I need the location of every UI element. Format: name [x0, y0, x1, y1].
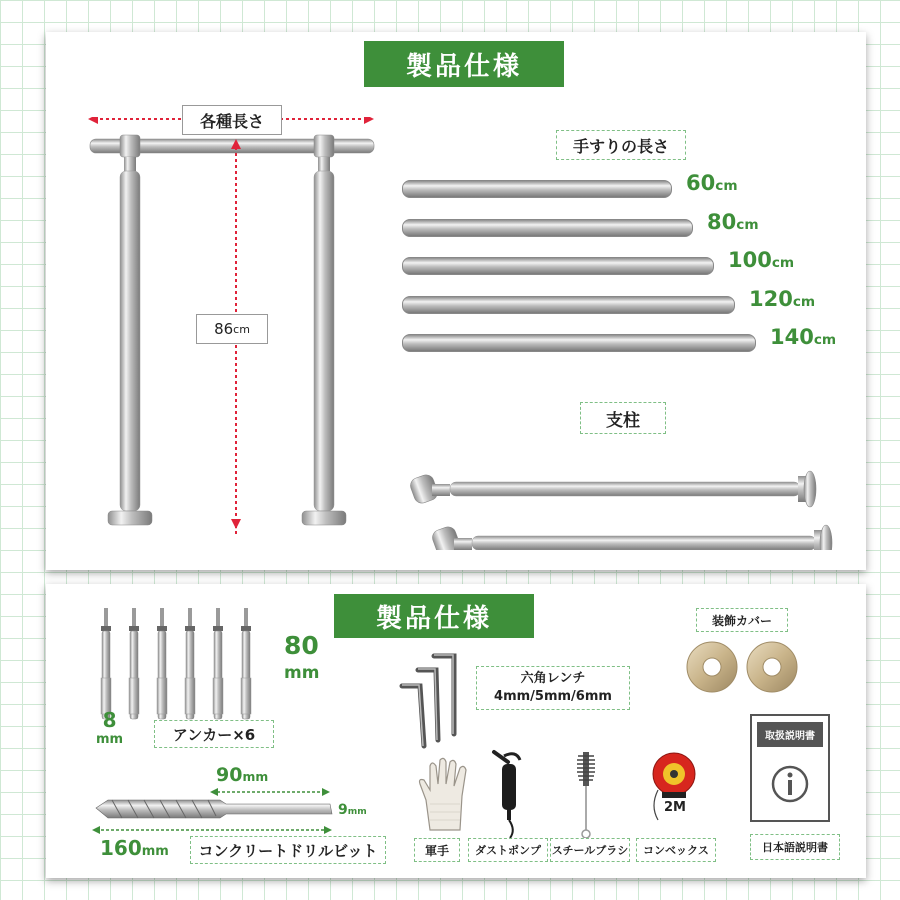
steel-brush-icon [572, 748, 600, 840]
rail-bar-60 [402, 180, 672, 198]
rail-length-number: 60 [686, 171, 716, 195]
anchor-length-unit: mm [284, 663, 320, 683]
spec-panel-top [46, 32, 866, 570]
rail-length-unit: cm [715, 178, 738, 194]
anchor-diameter [96, 708, 124, 748]
drill-total-unit: mm [141, 844, 169, 859]
rail-length-number: 120 [749, 286, 793, 311]
drill-length [216, 764, 268, 786]
manual-book-title: 取扱説明書 [757, 722, 823, 747]
anchor-bolt [101, 608, 111, 719]
rail-length-value [728, 248, 794, 272]
dust-pump-icon [486, 748, 536, 840]
height-unit: cm [233, 322, 250, 336]
spec-banner-bottom: 製品仕様 [334, 594, 534, 638]
rail-bar-140 [402, 334, 756, 352]
height-label [196, 314, 268, 344]
drill-length-unit: mm [242, 770, 269, 784]
rail-length-unit: cm [771, 255, 795, 271]
height-value: 86 [214, 320, 234, 338]
drill-total-value: 160 [100, 836, 142, 860]
anchor-length [284, 631, 320, 685]
post-illustration [406, 440, 846, 550]
wrench-label-sizes: 4mm/5mm/6mm [494, 689, 612, 704]
wrench-label [476, 666, 630, 710]
manual-label: 日本語説明書 [750, 834, 840, 860]
drill-bit [90, 786, 340, 838]
drill-label: コンクリートドリルビット [190, 836, 386, 864]
anchor-bolt [129, 608, 139, 719]
tape-label: コンベックス [636, 838, 716, 862]
anchor-diameter-value: 8 [102, 708, 117, 732]
rail-length-unit: cm [813, 332, 837, 348]
anchor-bolt [241, 608, 251, 719]
drill-length-value: 90 [216, 764, 243, 786]
rail-bar-80 [402, 219, 693, 237]
drill-diameter-value: 9 [338, 802, 348, 818]
cover-label: 装飾カバー [696, 608, 788, 632]
decorative-covers [684, 638, 802, 696]
spec-panel-bottom [46, 584, 866, 878]
rail-length-unit: cm [792, 293, 816, 310]
brush-label: スチールブラシ [550, 838, 630, 862]
anchor-diameter-unit: mm [96, 732, 124, 747]
rail-length-label: 手すりの長さ [556, 130, 686, 160]
drill-total-length [100, 836, 169, 860]
rail-length-number: 100 [728, 248, 772, 272]
spec-banner-top: 製品仕様 [364, 41, 564, 87]
pump-label: ダストポンプ [468, 838, 548, 862]
rail-length-unit: cm [736, 216, 759, 233]
anchor-bolt [185, 608, 195, 719]
tape-length: 2M [664, 800, 686, 815]
rail-length-number: 80 [707, 209, 737, 234]
post-label: 支柱 [580, 402, 666, 434]
wrench-label-name: 六角レンチ [520, 671, 586, 686]
rail-length-value [707, 210, 759, 234]
rail-length-value [770, 325, 836, 349]
info-icon [770, 764, 810, 804]
anchor-length-value: 80 [284, 631, 319, 660]
anchor-bolts [98, 608, 278, 720]
glove-label: 軍手 [414, 838, 460, 862]
rail-bar-100 [402, 257, 714, 275]
rail-length-value [686, 171, 738, 195]
drill-diameter-unit: mm [347, 807, 367, 817]
anchor-label: アンカー×6 [154, 720, 274, 748]
drill-diameter [338, 802, 367, 818]
anchor-bolt [213, 608, 223, 719]
width-label: 各種長さ [182, 105, 282, 135]
rail-length-number: 140 [770, 325, 814, 349]
hex-wrenches [398, 650, 472, 750]
gloves-icon [416, 754, 476, 834]
rail-length-value [749, 287, 815, 311]
rail-bar-120 [402, 296, 735, 314]
manual-book [750, 714, 830, 822]
anchor-bolt [157, 608, 167, 719]
